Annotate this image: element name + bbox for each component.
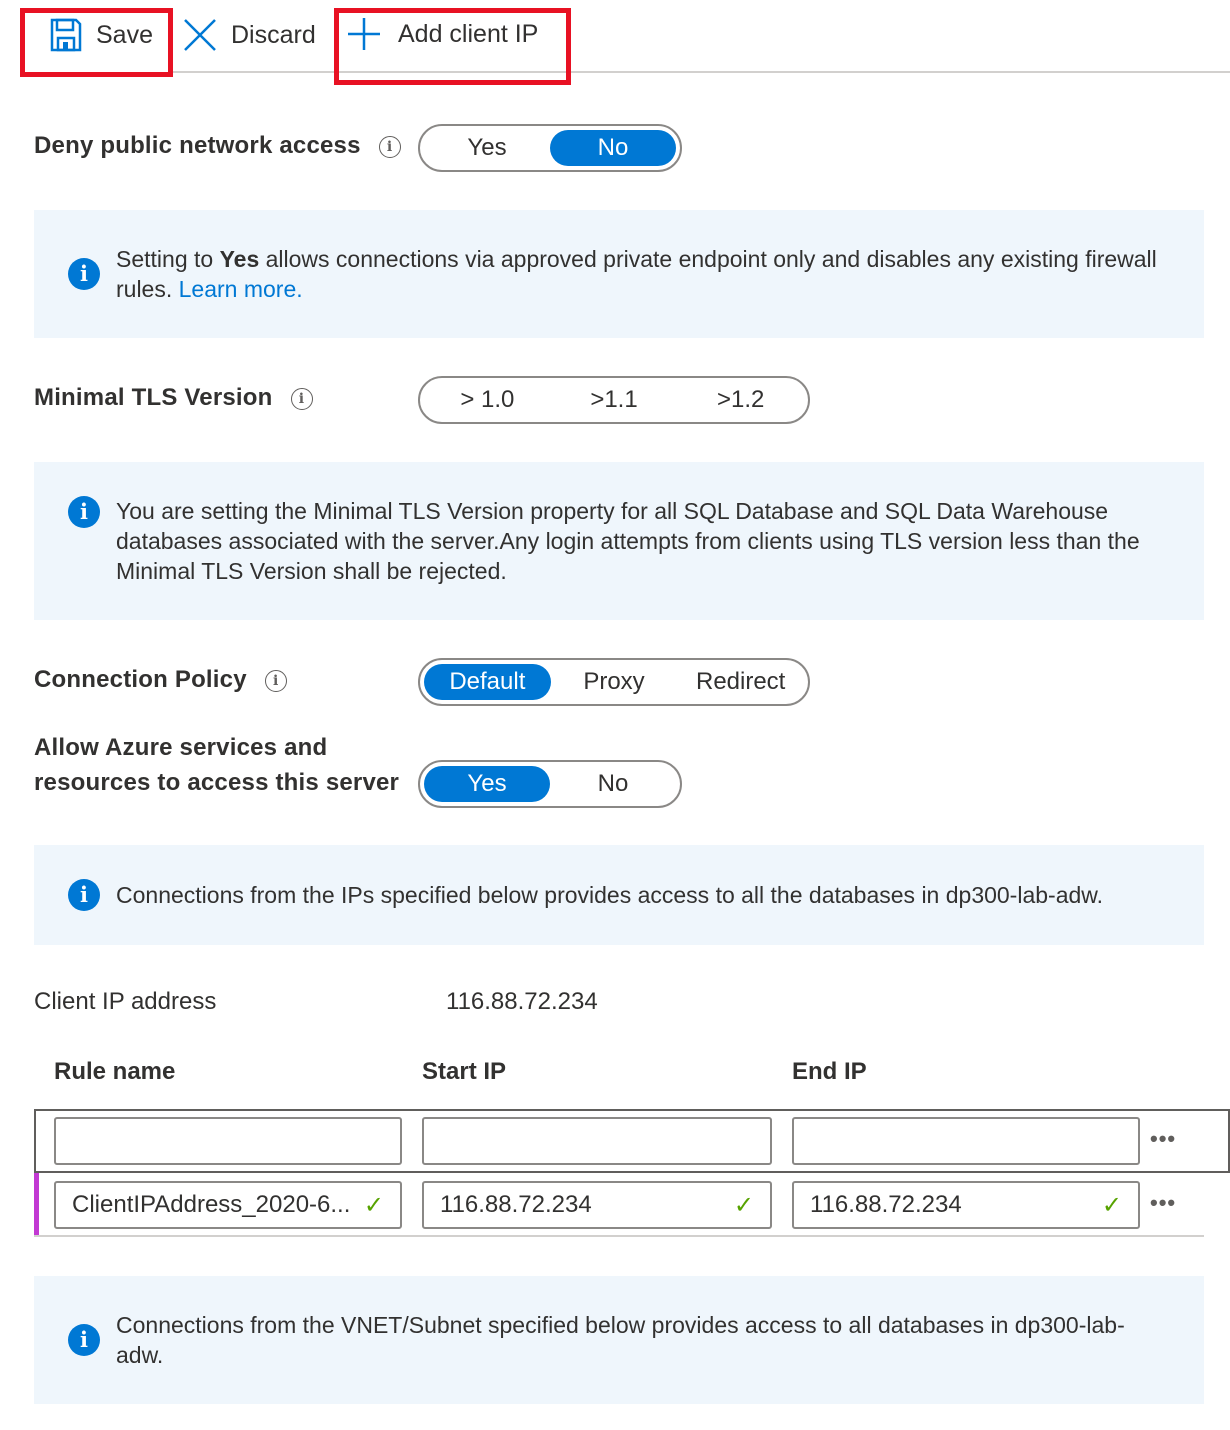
allow-azure-line1: Allow Azure services and	[34, 734, 328, 761]
deny-public-toggle[interactable]	[418, 124, 682, 172]
info-text: You are setting the Minimal TLS Version property for all SQL Database and SQL Data Warehouse databases associated with the server.Any login attempts from clients using TLS version less than the Minimal TLS Version shall be rejected.	[116, 498, 1140, 584]
rule-name-input[interactable]	[54, 1117, 402, 1165]
info-icon[interactable]: i	[265, 670, 287, 692]
info-icon[interactable]: i	[291, 388, 313, 410]
discard-label: Discard	[231, 20, 316, 49]
connection-policy-text: Connection Policy	[34, 666, 247, 693]
deny-public-no[interactable]: No	[550, 130, 676, 166]
deny-public-text: Deny public network access	[34, 132, 361, 159]
tls-1-2[interactable]: >1.2	[716, 386, 765, 413]
info-text: Setting to Yes allows connections via approved private endpoint only and disables any existing firewall rules. Learn more.	[116, 246, 1157, 302]
deny-public-yes[interactable]: Yes	[467, 134, 507, 161]
header-end-ip: End IP	[792, 1058, 867, 1085]
allow-azure-toggle[interactable]	[418, 760, 682, 808]
tls-text: Minimal TLS Version	[34, 384, 273, 411]
checkmark-icon: ✓	[1101, 1191, 1122, 1219]
tls-label	[34, 384, 313, 412]
checkmark-icon: ✓	[363, 1191, 384, 1219]
row-selection-indicator	[34, 1173, 39, 1236]
add-client-ip-label: Add client IP	[398, 19, 539, 48]
highlight-box-add-client-ip	[334, 8, 571, 85]
end-ip-input[interactable]	[792, 1117, 1140, 1165]
checkmark-icon: ✓	[733, 1191, 754, 1219]
allow-azure-yes[interactable]: Yes	[424, 766, 550, 802]
highlight-box-save	[20, 8, 173, 77]
policy-redirect[interactable]: Redirect	[695, 668, 786, 695]
policy-proxy[interactable]: Proxy	[583, 668, 645, 695]
info-icon[interactable]: i	[379, 136, 401, 158]
deny-public-label	[34, 132, 401, 160]
info-filled-icon: i	[68, 879, 100, 911]
connection-policy-label	[34, 666, 287, 694]
info-text: Connections from the VNET/Subnet specified below provides access to all databases in dp300-lab-adw.	[116, 1312, 1125, 1368]
toolbar-divider	[170, 71, 1230, 73]
allow-azure-label	[34, 730, 399, 800]
connection-policy-toggle[interactable]	[418, 658, 810, 706]
rule-name-value: ClientIPAddress_2020-6...	[72, 1191, 351, 1218]
info-filled-icon: i	[68, 258, 100, 290]
more-options-icon[interactable]: •••	[1150, 1190, 1177, 1215]
rule-name-input[interactable]	[54, 1181, 402, 1229]
info-banner-deny	[34, 210, 1204, 338]
start-ip-input[interactable]	[422, 1117, 772, 1165]
learn-more-link[interactable]: Learn more.	[178, 276, 303, 302]
policy-default[interactable]: Default	[424, 664, 551, 700]
start-ip-value: 116.88.72.234	[440, 1191, 592, 1218]
allow-azure-line2: resources to access this server	[34, 769, 400, 796]
info-filled-icon: i	[68, 496, 100, 528]
tls-toggle[interactable]	[418, 376, 810, 424]
row-divider	[34, 1235, 1204, 1237]
client-ip-label: Client IP address	[34, 988, 217, 1015]
start-ip-input[interactable]	[422, 1181, 772, 1229]
info-filled-icon: i	[68, 1324, 100, 1356]
allow-azure-no[interactable]: No	[597, 770, 629, 797]
close-icon	[183, 18, 217, 52]
header-rule-name: Rule name	[54, 1058, 176, 1085]
end-ip-input[interactable]	[792, 1181, 1140, 1229]
info-text: Connections from the IPs specified below provides access to all the databases in dp300-lab-adw.	[116, 882, 1104, 908]
more-options-icon[interactable]: •••	[1150, 1126, 1177, 1151]
end-ip-value: 116.88.72.234	[810, 1191, 962, 1218]
discard-button[interactable]	[183, 18, 316, 52]
save-label: Save	[96, 20, 153, 49]
tls-1-0[interactable]: > 1.0	[460, 386, 515, 413]
info-banner-tls	[34, 462, 1204, 620]
info-banner-ips	[34, 845, 1204, 945]
tls-1-1[interactable]: >1.1	[590, 386, 638, 413]
header-start-ip: Start IP	[422, 1058, 507, 1085]
client-ip-value: 116.88.72.234	[446, 988, 598, 1015]
info-banner-vnet	[34, 1276, 1204, 1404]
